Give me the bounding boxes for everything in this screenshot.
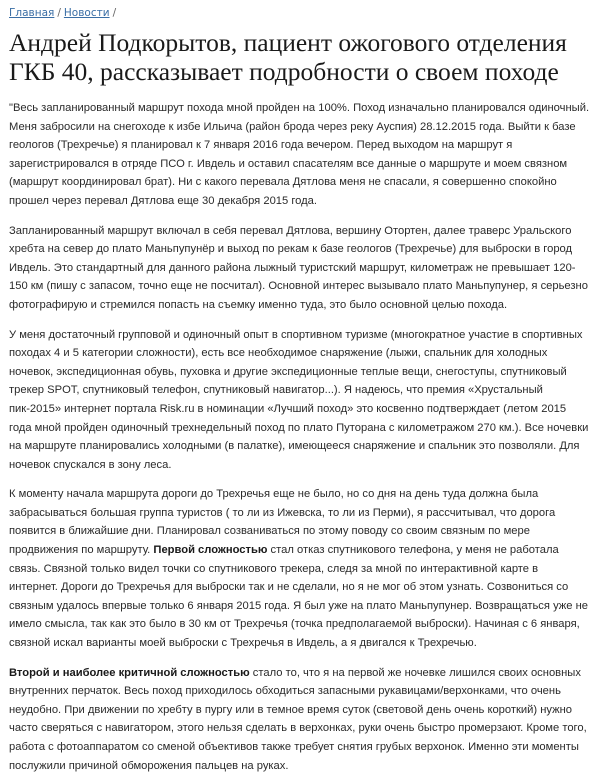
breadcrumb-home-link[interactable]: Главная	[9, 7, 55, 19]
article-title: Андрей Подкорытов, пациент ожогового отделения ГКБ 40, рассказывает подробности о своем походе	[9, 28, 567, 86]
article-body	[9, 99, 594, 775]
breadcrumb-separator: /	[112, 7, 117, 19]
article-paragraph: Запланированный маршрут включал в себя перевал Дятлова, вершину Отортен, далее траверс Уральского хребта на север до плато Маньпупунёр и выход по рекам к базе геологов (Трехречье) для выброски в город Ивдель. Это стандартный для данного района лыжный туристский маршрут, километраж не превышает 120-150 км (пишу с запасом, точно еще не посчитал). Основной интерес вызывало плато Маньпупунер, я серьезно фотографирую и стремился попасть на съемку именно туда, это было основной целью похода.	[9, 224, 588, 311]
highlight-second-difficulty: Второй и наиболее критичной сложностью	[9, 666, 250, 679]
article-paragraph	[9, 664, 594, 775]
highlight-first-difficulty: Первой сложностью	[153, 544, 268, 557]
paragraph-text: К моменту начала маршрута дороги до Трехречья еще не было, но со дня на день туда должна была забрасываться большая группа туристов ( то ли из Ижевска, то ли из Перми), я рассчитывал, что дорога появится в ближайшие дни. Планировал созваниваться по этому поводу со своим связным по мере продвижения по маршруту.	[9, 488, 556, 557]
paragraph-text: стал отказ спутникового телефона, у меня не работала связь. Связной только видел точки со спутникового трекера, следя за мной по интерактивной карте в интернет. Дороги до Трехречья для выброски так и не сделали, но я не мог об этом узнать. Созвониться со связным удалось впервые только 6 января 2015 года. Я был уже на плато Маньпупунер. Возвращаться уже не имело смысла, так как это было в 30 км от Трехречья (точка предполагаемой выброски). Начиная с 6 января, связной искал варианты моей выброски с Трехречья в Ивдель, а я двигался к Трехречью.	[9, 544, 589, 650]
breadcrumb	[9, 6, 594, 20]
article-paragraph: У меня достаточный групповой и одиночный опыт в спортивном туризме (многократное участие в спортивных походах 4 и 5 категории сложности), есть все необходимое снаряжение (лыжи, спальник для холодных ночевок, экспедиционная обувь, пуховка и другие экспедиционные теплые вещи, снегоступы, спутниковый трекер SPOT, спутниковый телефон, спутниковый навигатор...). Я надеюсь, что премия «Хрустальный пик-2015» интернет портала Risk.ru в номинации «Лучший поход» это косвенно подтверждает (летом 2015 года мной пройден одиночный трехнедельный поход по плато Путорана с километражом 270 км.). Все ночевки на маршруте планировались холодными (в палатке), имеющееся снаряжение и спальник это позволяли. Для ночевок спускался в зону леса.	[9, 328, 589, 471]
paragraph-text: стало то, что я на первой же ночевке лишился своих основных внутренних перчаток. Весь поход приходилось обходиться запасными рукавицами/верхонками, что очень неудобно. При движении по хребту в пургу или в темное время суток (световой день очень короткий) нужно часто сверяться с навигатором, этого нельзя сделать в верхонках, руки очень быстро промерзают. Кроме того, работа с фотоаппаратом со сменой объективов также требует снятия грубых верхонок. Именно эти моменты послужили причиной обморожения пальцев на руках.	[9, 666, 587, 772]
breadcrumb-news-link[interactable]: Новости	[63, 7, 110, 19]
article-paragraph: "Весь запланированный маршрут похода мной пройден на 100%. Поход изначально планировался одиночный. Меня забросили на снегоходе к избе Ильича (район брода через реку Ауспия) 28.12.2015 года. Выйти к базе геологов (Трехречье) я планировал к 7 января 2016 года вечером. Перед выходом на маршрут я зарегистрировался в отряде ПСО г. Ивдель и оставил спасателям все данные о маршруте и моем связном (маршрут координировал брат). Ни с какого перевала Дятлова меня не спасали, я совершенно спокойно прошел через перевал Дятлова еще 30 декабря 2015 года.	[9, 102, 590, 207]
article-paragraph	[9, 485, 594, 652]
breadcrumb-separator: /	[57, 7, 61, 19]
